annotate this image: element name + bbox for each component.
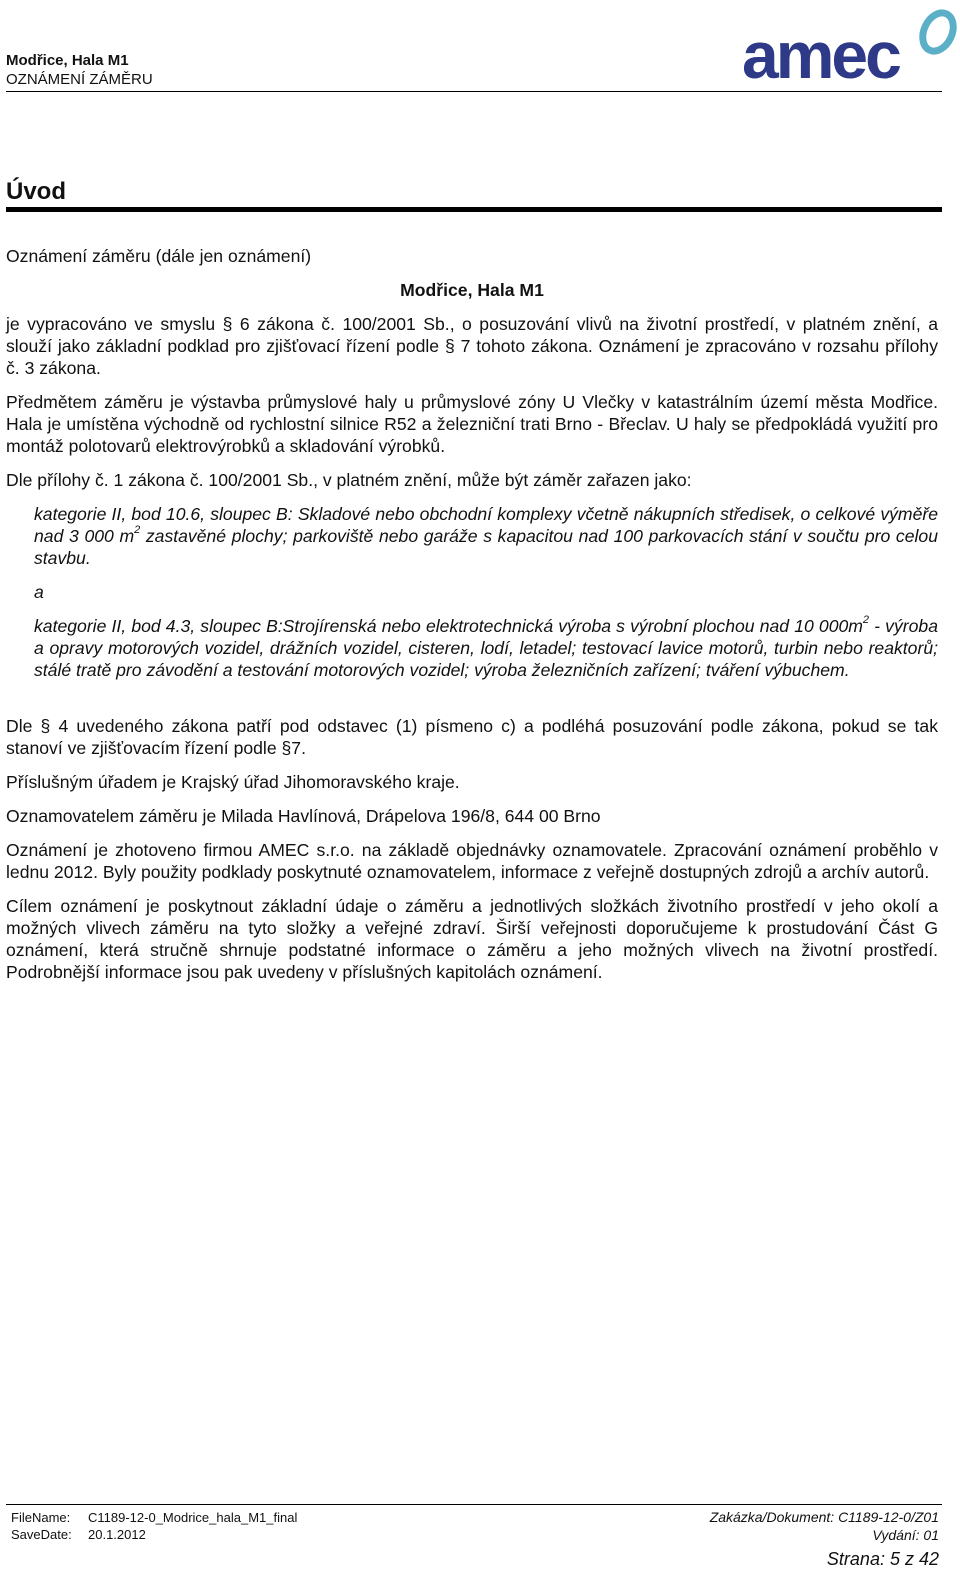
document-body — [6, 245, 938, 983]
paragraph-notifier: Oznamovatelem záměru je Milada Havlínová, Drápelova 196/8, 644 00 Brno — [6, 806, 601, 826]
project-name: Modřice, Hala M1 — [400, 280, 544, 300]
category-item-1: kategorie II, bod 10.6, sloupec B: Skladové nebo obchodní komplexy včetně nákupních středisek, o celkové výměře nad 3 000 $m^2$ zastavěné plochy; parkoviště nebo garáže s kapacitou nad 100 parkovacích stání v součtu pro celou stavbu. — [34, 504, 938, 568]
paragraph-section-4: Dle § 4 uvedeného zákona patří pod odstavec (1) písmeno c) a podléhá posuzování podle zákona, pokud se tak stanoví ve zjišťovacím řízení podle §7. — [6, 716, 938, 758]
footer-savedate: 20.1.2012 — [88, 1527, 146, 1542]
footer-page-number: Strana: 5 z 42 — [826, 1549, 939, 1569]
paragraph-authority: Příslušným úřadem je Krajský úřad Jihomoravského kraje. — [6, 772, 460, 792]
paragraph-author: Oznámení je zhotoveno firmou AMEC s.r.o. na základě objednávky oznamovatele. Zpracování oznámení proběhlo v lednu 2012. Byly použity podklady poskytnuté oznamovatelem, informace z veřejně dostupných zdrojů a archív autorů. — [6, 840, 938, 882]
paragraph-subject: Předmětem záměru je výstavba průmyslové haly u průmyslové zóny U Vlečky v katastrálním území města Modřice. Hala je umístěna východně od rychlostní silnice R52 a železniční trati Brno - Břeclav. U haly se předpokládá využití pro montáž polotovarů elektrovýrobků a skladování výrobků. — [6, 392, 938, 456]
paragraph-classification: Dle přílohy č. 1 zákona č. 100/2001 Sb., v platném znění, může být záměr zařazen jako: — [6, 470, 692, 490]
section-divider — [6, 207, 942, 212]
section-title: Úvod — [6, 178, 66, 205]
category-item-2: kategorie II, bod 4.3, sloupec B:Strojírenská nebo elektrotechnická výroba s výrobní plochou nad 10 $000m^2$ - výroba a opravy motorových vozidel, drážních vozidel, cisteren, lodí, letadel; testovací lavice motorů, turbin nebo reaktorů; stálé tratě pro závodění a testování motorových vozidel; výroba železničních zařízení; tváření výbuchem. — [34, 614, 938, 680]
page-header — [6, 0, 942, 92]
footer-filename: C1189-12-0_Modrice_hala_M1_final — [88, 1510, 298, 1525]
intro-line: Oznámení záměru (dále jen oznámení) — [6, 246, 312, 266]
footer-savedate-label: SaveDate: — [11, 1527, 72, 1542]
logo-swirl-icon — [917, 8, 959, 56]
logo-text: amec — [742, 18, 899, 84]
amec-logo — [738, 4, 960, 84]
header-subtitle: OZNÁMENÍ ZÁMĚRU — [6, 71, 153, 88]
footer-document-id: Zakázka/Dokument: C1189-12-0/Z01 — [709, 1509, 939, 1525]
header-title: Modřice, Hala M1 — [6, 52, 129, 69]
footer-filename-label: FileName: — [11, 1510, 71, 1525]
page-footer — [6, 1504, 942, 1569]
paragraph-purpose: Cílem oznámení je poskytnout základní údaje o záměru a jednotlivých složkách životního prostředí v jeho okolí a možných vlivech záměru na tyto složky a veřejné zdraví. Širší veřejnosti doporučujeme k prostudování Část G oznámení, která stručně shrnuje podstatné informace o záměru a jeho možných vlivech na životní prostředí. Podrobnější informace jsou pak uvedeny v příslušných kapitolách oznámení. — [6, 896, 938, 982]
category-conjunction: a — [34, 582, 44, 602]
paragraph-legal-basis: je vypracováno ve smyslu § 6 zákona č. 100/2001 Sb., o posuzování vlivů na životní prostředí, v platném znění, a slouží jako základní podklad pro zjišťovací řízení podle § 7 tohoto zákona. Oznámení je zpracováno v rozsahu přílohy č. 3 zákona. — [6, 314, 938, 378]
footer-edition: Vydání: 01 — [872, 1527, 939, 1543]
